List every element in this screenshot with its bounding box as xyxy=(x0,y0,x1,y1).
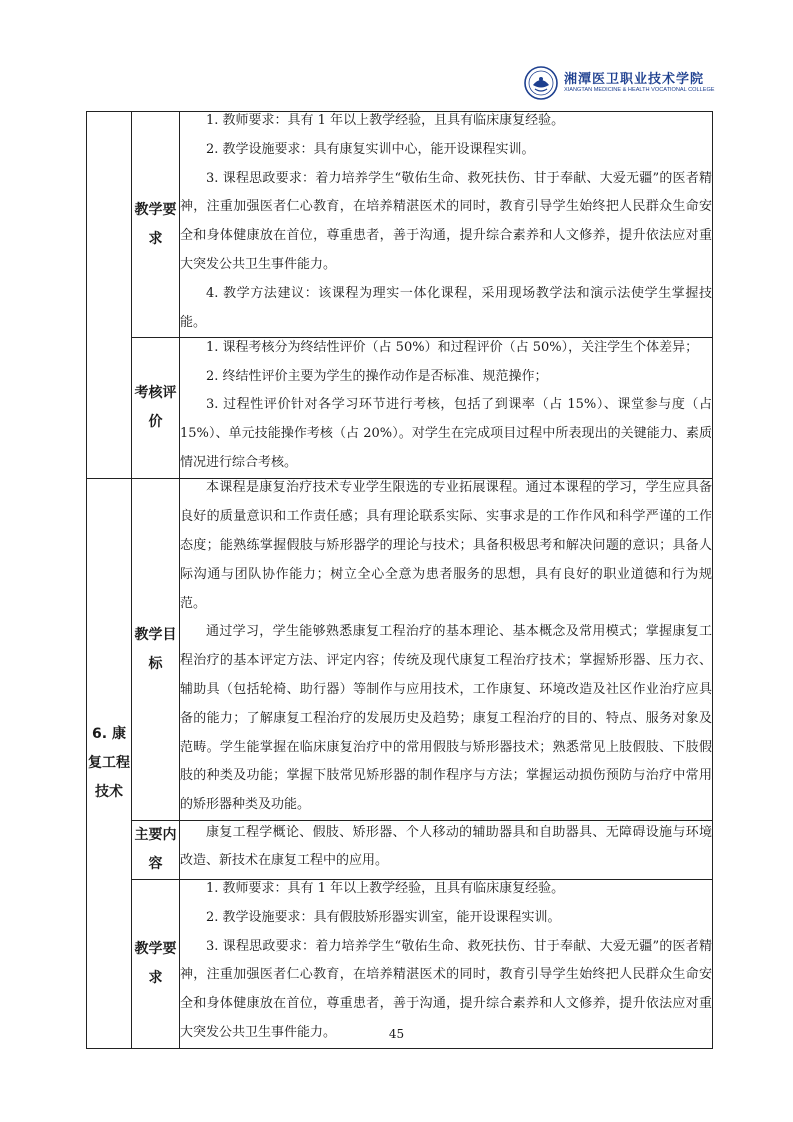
paragraph: 本课程是康复治疗技术专业学生限选的专业拓展课程。通过本课程的学习，学生应具备良好的质量意识和工作责任感；具有理论联系实际、实事求是的工作作风和科学严谨的工作态度；能熟练掌握假肢与矫形器学的理论与技术；具备积极思考和解决问题的意识；具备人际沟通与团队协作能力；树立全心全意为患者服务的思想，具有良好的职业道德和行为规范。 xyxy=(180,480,712,611)
row-content xyxy=(180,879,713,1048)
row-content xyxy=(180,479,713,821)
paragraph: 2. 终结性评价主要为学生的操作动作是否标准、规范操作； xyxy=(206,368,548,384)
row-label: 教学要求 xyxy=(132,112,180,338)
paragraph: 通过学习，学生能够熟悉康复工程治疗的基本理论、基本概念及常用模式；掌握康复工程治疗的基本评定方法、评定内容；传统及现代康复工程治疗技术；掌握矫形器、压力衣、辅助具（包括轮椅、助行器）等制作与应用技术，工作康复、环境改造及社区作业治疗应具备的能力；了解康复工程治疗的发展历史及趋势；康复工程治疗的目的、特点、服务对象及范畴。学生能掌握在临床康复治疗中的常用假肢与矫形器技术；熟悉常见上肢假肢、下肢假肢的种类及功能；掌握下肢常见矫形器的制作程序与方法；掌握运动损伤预防与治疗中常用的矫形器种类及功能。 xyxy=(180,624,712,813)
paragraph: 1. 教师要求：具有 1 年以上教学经验，且具有临床康复经验。 xyxy=(206,880,565,896)
row-label: 主要内容 xyxy=(132,820,180,879)
row-label: 考核评价 xyxy=(132,338,180,479)
paragraph: 1. 教师要求：具有 1 年以上教学经验，且具有临床康复经验。 xyxy=(206,113,565,128)
paragraph: 2. 教学设施要求：具有假肢矫形器实训室，能开设课程实训。 xyxy=(206,909,561,925)
row-label: 教学要求 xyxy=(132,879,180,1048)
school-name-en: XIANGTAN MEDICINE & HEALTH VOCATIONAL COLLEGE xyxy=(564,87,715,93)
table-row xyxy=(87,479,713,821)
table-row xyxy=(87,338,713,479)
row-content xyxy=(180,338,713,479)
paragraph: 3. 课程思政要求：着力培养学生“敬佑生命、救死扶伤、甘于奉献、大爱无疆”的医者精神，注重加强医者仁心教育，在培养精湛医术的同时，教育引导学生始终把人民群众生命安全和身体健康放在首位，尊重患者，善于沟通，提升综合素养和人文修养，提升依法应对重大突发公共卫生事件能力。 xyxy=(180,938,712,1040)
paragraph: 4. 教学方法建议：该课程为理实一体化课程，采用现场教学法和演示法使学生掌握技能。 xyxy=(180,285,712,330)
school-seal-icon xyxy=(524,66,558,100)
row-content xyxy=(180,112,713,338)
row-content xyxy=(180,820,713,879)
course-name: 6. 康复工程技术 xyxy=(87,479,132,1048)
table-row xyxy=(87,112,713,338)
paragraph: 2. 教学设施要求：具有康复实训中心，能开设课程实训。 xyxy=(206,141,535,157)
table-row xyxy=(87,820,713,879)
page-number: 45 xyxy=(388,1027,405,1041)
table-row xyxy=(87,879,713,1048)
row-label: 教学目标 xyxy=(132,479,180,821)
paragraph: 3. 过程性评价针对各学习环节进行考核，包括了到课率（占 15%）、课堂参与度（占 15%）、单元技能操作考核（占 20%）。对学生在完成项目过程中所表现出的关键能力、素质情况进行综合考核。 xyxy=(180,397,712,471)
paragraph: 康复工程学概论、假肢、矫形器、个人移动的辅助器具和自助器具、无障碍设施与环境改造、新技术在康复工程中的应用。 xyxy=(180,824,712,869)
course-cell-empty xyxy=(87,112,132,479)
curriculum-table xyxy=(86,111,713,1049)
school-logo xyxy=(524,66,714,102)
school-name-cn: 湘潭医卫职业技术学院 xyxy=(564,72,705,87)
paragraph: 1. 课程考核分为终结性评价（占 50%）和过程评价（占 50%），关注学生个体差异； xyxy=(206,339,699,355)
paragraph: 3. 课程思政要求：着力培养学生“敬佑生命、救死扶伤、甘于奉献、大爱无疆”的医者精神，注重加强医者仁心教育，在培养精湛医术的同时，教育引导学生始终把人民群众生命安全和身体健康放在首位，尊重患者，善于沟通，提升综合素养和人文修养，提升依法应对重大突发公共卫生事件能力。 xyxy=(180,170,712,272)
